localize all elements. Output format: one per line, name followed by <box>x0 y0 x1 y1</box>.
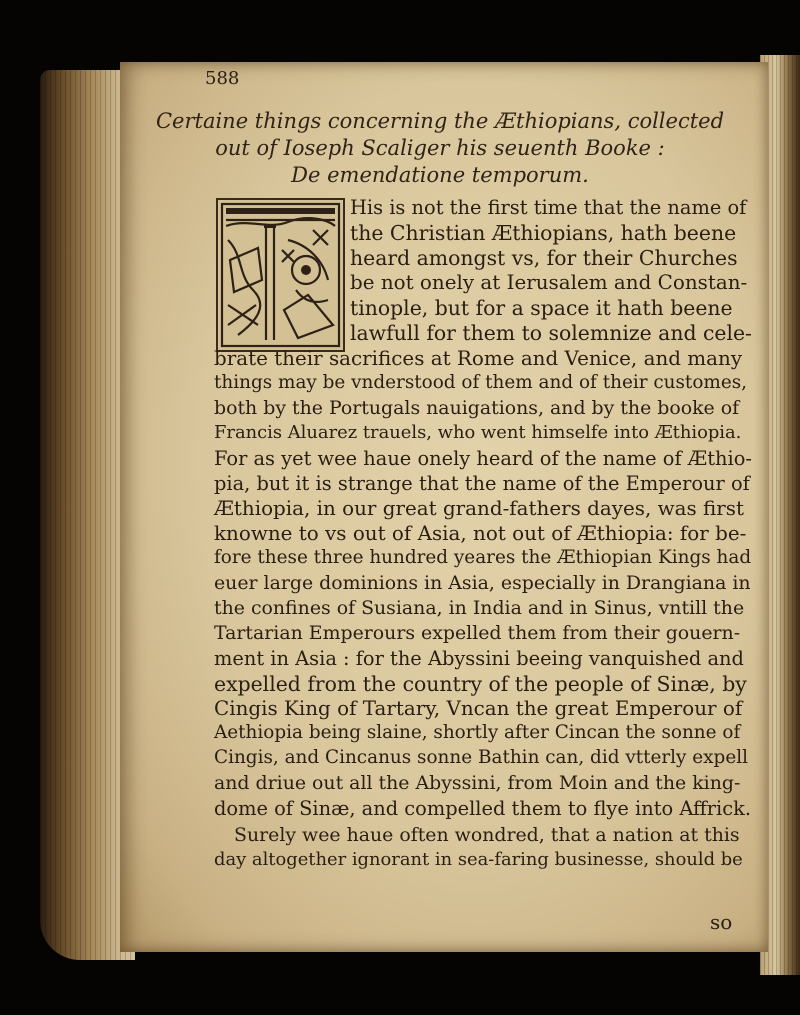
page-number: 588 <box>205 68 240 89</box>
text-line: and driue out all the Abyssini, from Moin and the king- <box>214 772 741 794</box>
chapter-heading <box>150 108 730 189</box>
text-line: pia, but it is strange that the name of the Emperour of <box>214 472 750 495</box>
text-line: ment in Asia : for the Abyssini beeing vanquished and <box>214 647 744 670</box>
heading-line-1: Certaine things concerning the Æthiopians, collected <box>155 109 725 133</box>
text-line: the confines of Susiana, in India and in Sinus, vntill the <box>214 597 745 619</box>
text-line: brate their sacrifices at Rome and Venice, and many <box>214 347 743 370</box>
text-line: Aethiopia being slaine, shortly after Cincan the sonne of <box>214 722 741 743</box>
catchword: so <box>710 910 733 934</box>
text-line: Cingis King of Tartary, Vncan the great Emperour of <box>214 697 743 720</box>
text-line: Tartarian Emperours expelled them from their gouern- <box>214 622 741 644</box>
text-line: dome of Sinæ, and compelled them to flye into Affrick. <box>214 797 752 820</box>
woodcut-initial-t <box>216 198 345 352</box>
text-line: both by the Portugals nauigations, and by the booke of <box>214 397 740 419</box>
woodcut-ornament-image <box>218 200 343 350</box>
text-line: His is not the first time that the name of <box>350 196 747 219</box>
text-line: knowne to vs out of Asia, not out of Æthiopia: for be- <box>214 522 747 545</box>
text-line: be not onely at Ierusalem and Constan- <box>350 271 748 294</box>
heading-line-3: De emendatione temporum. <box>291 163 589 187</box>
text-line: Æthiopia, in our great grand-fathers dayes, was first <box>214 497 744 520</box>
text-line: Francis Aluarez trauels, who went himselfe into Æthiopia. <box>214 422 742 443</box>
text-line: Cingis, and Cincanus sonne Bathin can, did vtterly expell <box>214 747 748 768</box>
text-line: fore these three hundred yeares the Æthiopian Kings had <box>214 547 752 568</box>
text-line: Surely wee haue often wondred, that a nation at this <box>234 824 740 846</box>
text-line: heard amongst vs, for their Churches <box>350 246 738 270</box>
text-line: lawfull for them to solemnize and cele- <box>350 321 752 345</box>
text-line: expelled from the country of the people of Sinæ, by <box>214 672 747 696</box>
text-line: day altogether ignorant in sea-faring businesse, should be <box>214 849 743 870</box>
text-line: tinople, but for a space it hath beene <box>350 296 733 320</box>
text-line: For as yet wee haue onely heard of the name of Æthio- <box>214 447 752 470</box>
heading-line-2: out of Ioseph Scaliger his seuenth Booke : <box>215 136 665 160</box>
text-line: things may be vnderstood of them and of their customes, <box>214 372 747 393</box>
text-line: euer large dominions in Asia, especially in Drangiana in <box>214 572 751 594</box>
text-line: the Christian Æthiopians, hath beene <box>350 221 737 245</box>
